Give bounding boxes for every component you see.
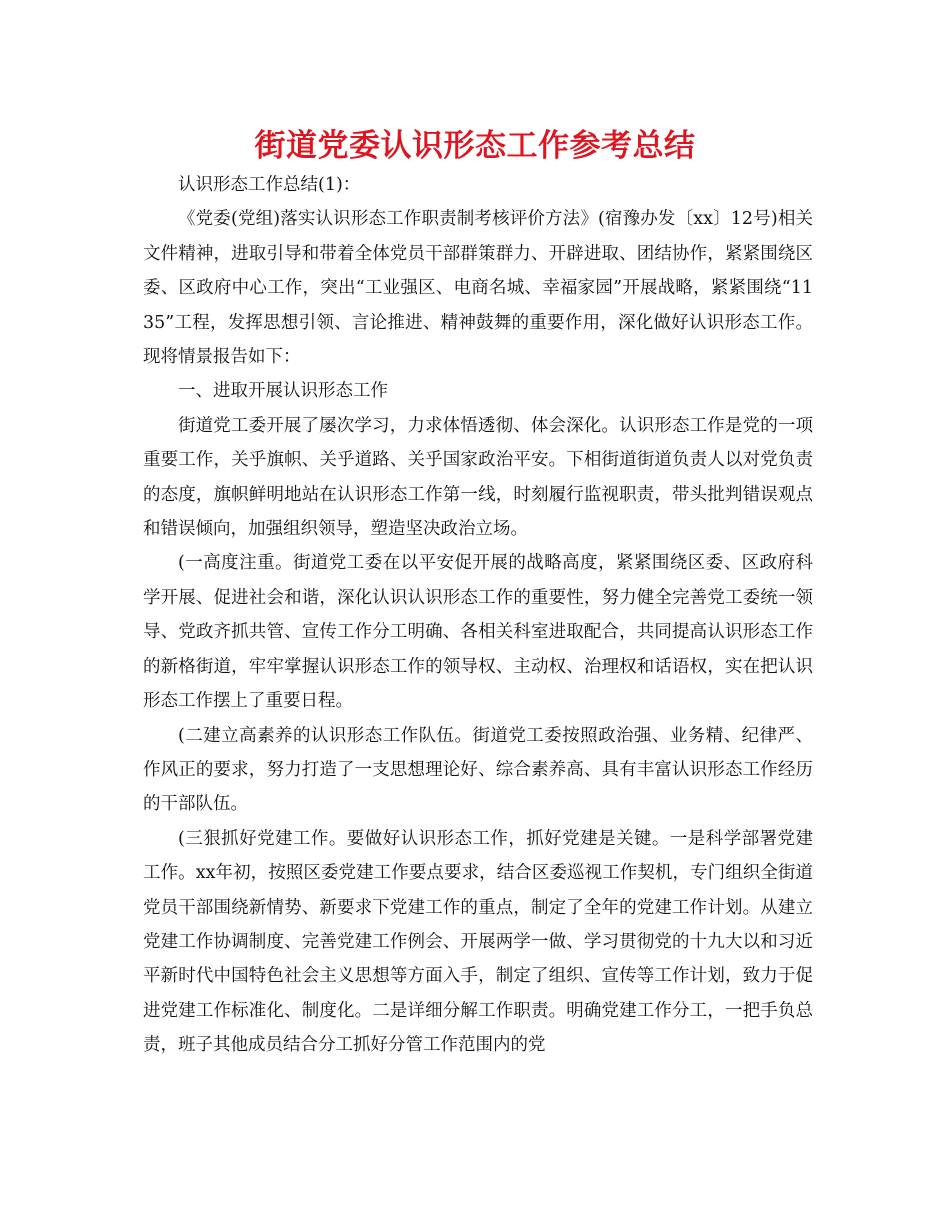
- paragraph-item-1: (一高度注重。街道党工委在以平安促开展的战略高度，紧紧围绕区委、区政府科学开展、促进社会和谐，深化认识认识形态工作的重要性，努力健全完善党工委统一领导、党政齐抓共管、宣传工作分工明确、各相关科室进取配合，共同提高认识形态工作的新格街道，牢牢掌握认识形态工作的领导权、主动权、治理权和话语权，实在把认识形态工作摆上了重要日程。: [143, 553, 813, 712]
- section-heading-1: 一、进取开展认识形态工作: [178, 381, 388, 402]
- document-title: 街道党委认识形态工作参考总结: [254, 128, 696, 164]
- paragraph-section-1: 街道党工委开展了屡次学习，力求体悟透彻、体会深化。认识形态工作是党的一项重要工作，关乎旗帜、关乎道路、关乎国家政治平安。下相街道街道负责人以对党负责的态度，旗帜鲜明地站在认识形态工作第一线，时刻履行监视职责，带头批判错误观点和错误倾向，加强组织领导，塑造坚决政治立场。: [143, 415, 813, 540]
- paragraph-intro: 《党委(党组)落实认识形态工作职责制考核评价方法》(宿豫办发〔xx〕12号)相关文件精神，进取引导和带着全体党员干部群策群力、开辟进取、团结协作，紧紧围绕区委、区政府中心工作，突出“工业强区、电商名城、幸福家园”开展战略，紧紧围绕“1135”工程，发挥思想引领、言论推进、精神鼓舞的重要作用，深化做好认识形态工作。现将情景报告如下：: [143, 209, 813, 368]
- document-body: [143, 168, 813, 1063]
- paragraph-item-2: (二建立高素养的认识形态工作队伍。街道党工委按照政治强、业务精、纪律严、作风正的要求，努力打造了一支思想理论好、综合素养高、具有丰富认识形态工作经历的干部队伍。: [143, 725, 813, 815]
- paragraph-intro-heading: 认识形态工作总结(1)：: [178, 175, 361, 195]
- paragraph-item-3: (三狠抓好党建工作。要做好认识形态工作，抓好党建是关键。一是科学部署党建工作。xx年初，按照区委党建工作要点要求，结合区委巡视工作契机，专门组织全街道党员干部围绕新情势、新要求下党建工作的重点，制定了全年的党建工作计划。从建立党建工作协调制度、完善党建工作例会、开展两学一做、学习贯彻党的十九大以和习近平新时代中国特色社会主义思想等方面入手，制定了组织、宣传等工作计划，致力于促进党建工作标准化、制度化。二是详细分解工作职责。明确党建工作分工，一把手负总责，班子其他成员结合分工抓好分管工作范围内的党: [143, 828, 813, 1056]
